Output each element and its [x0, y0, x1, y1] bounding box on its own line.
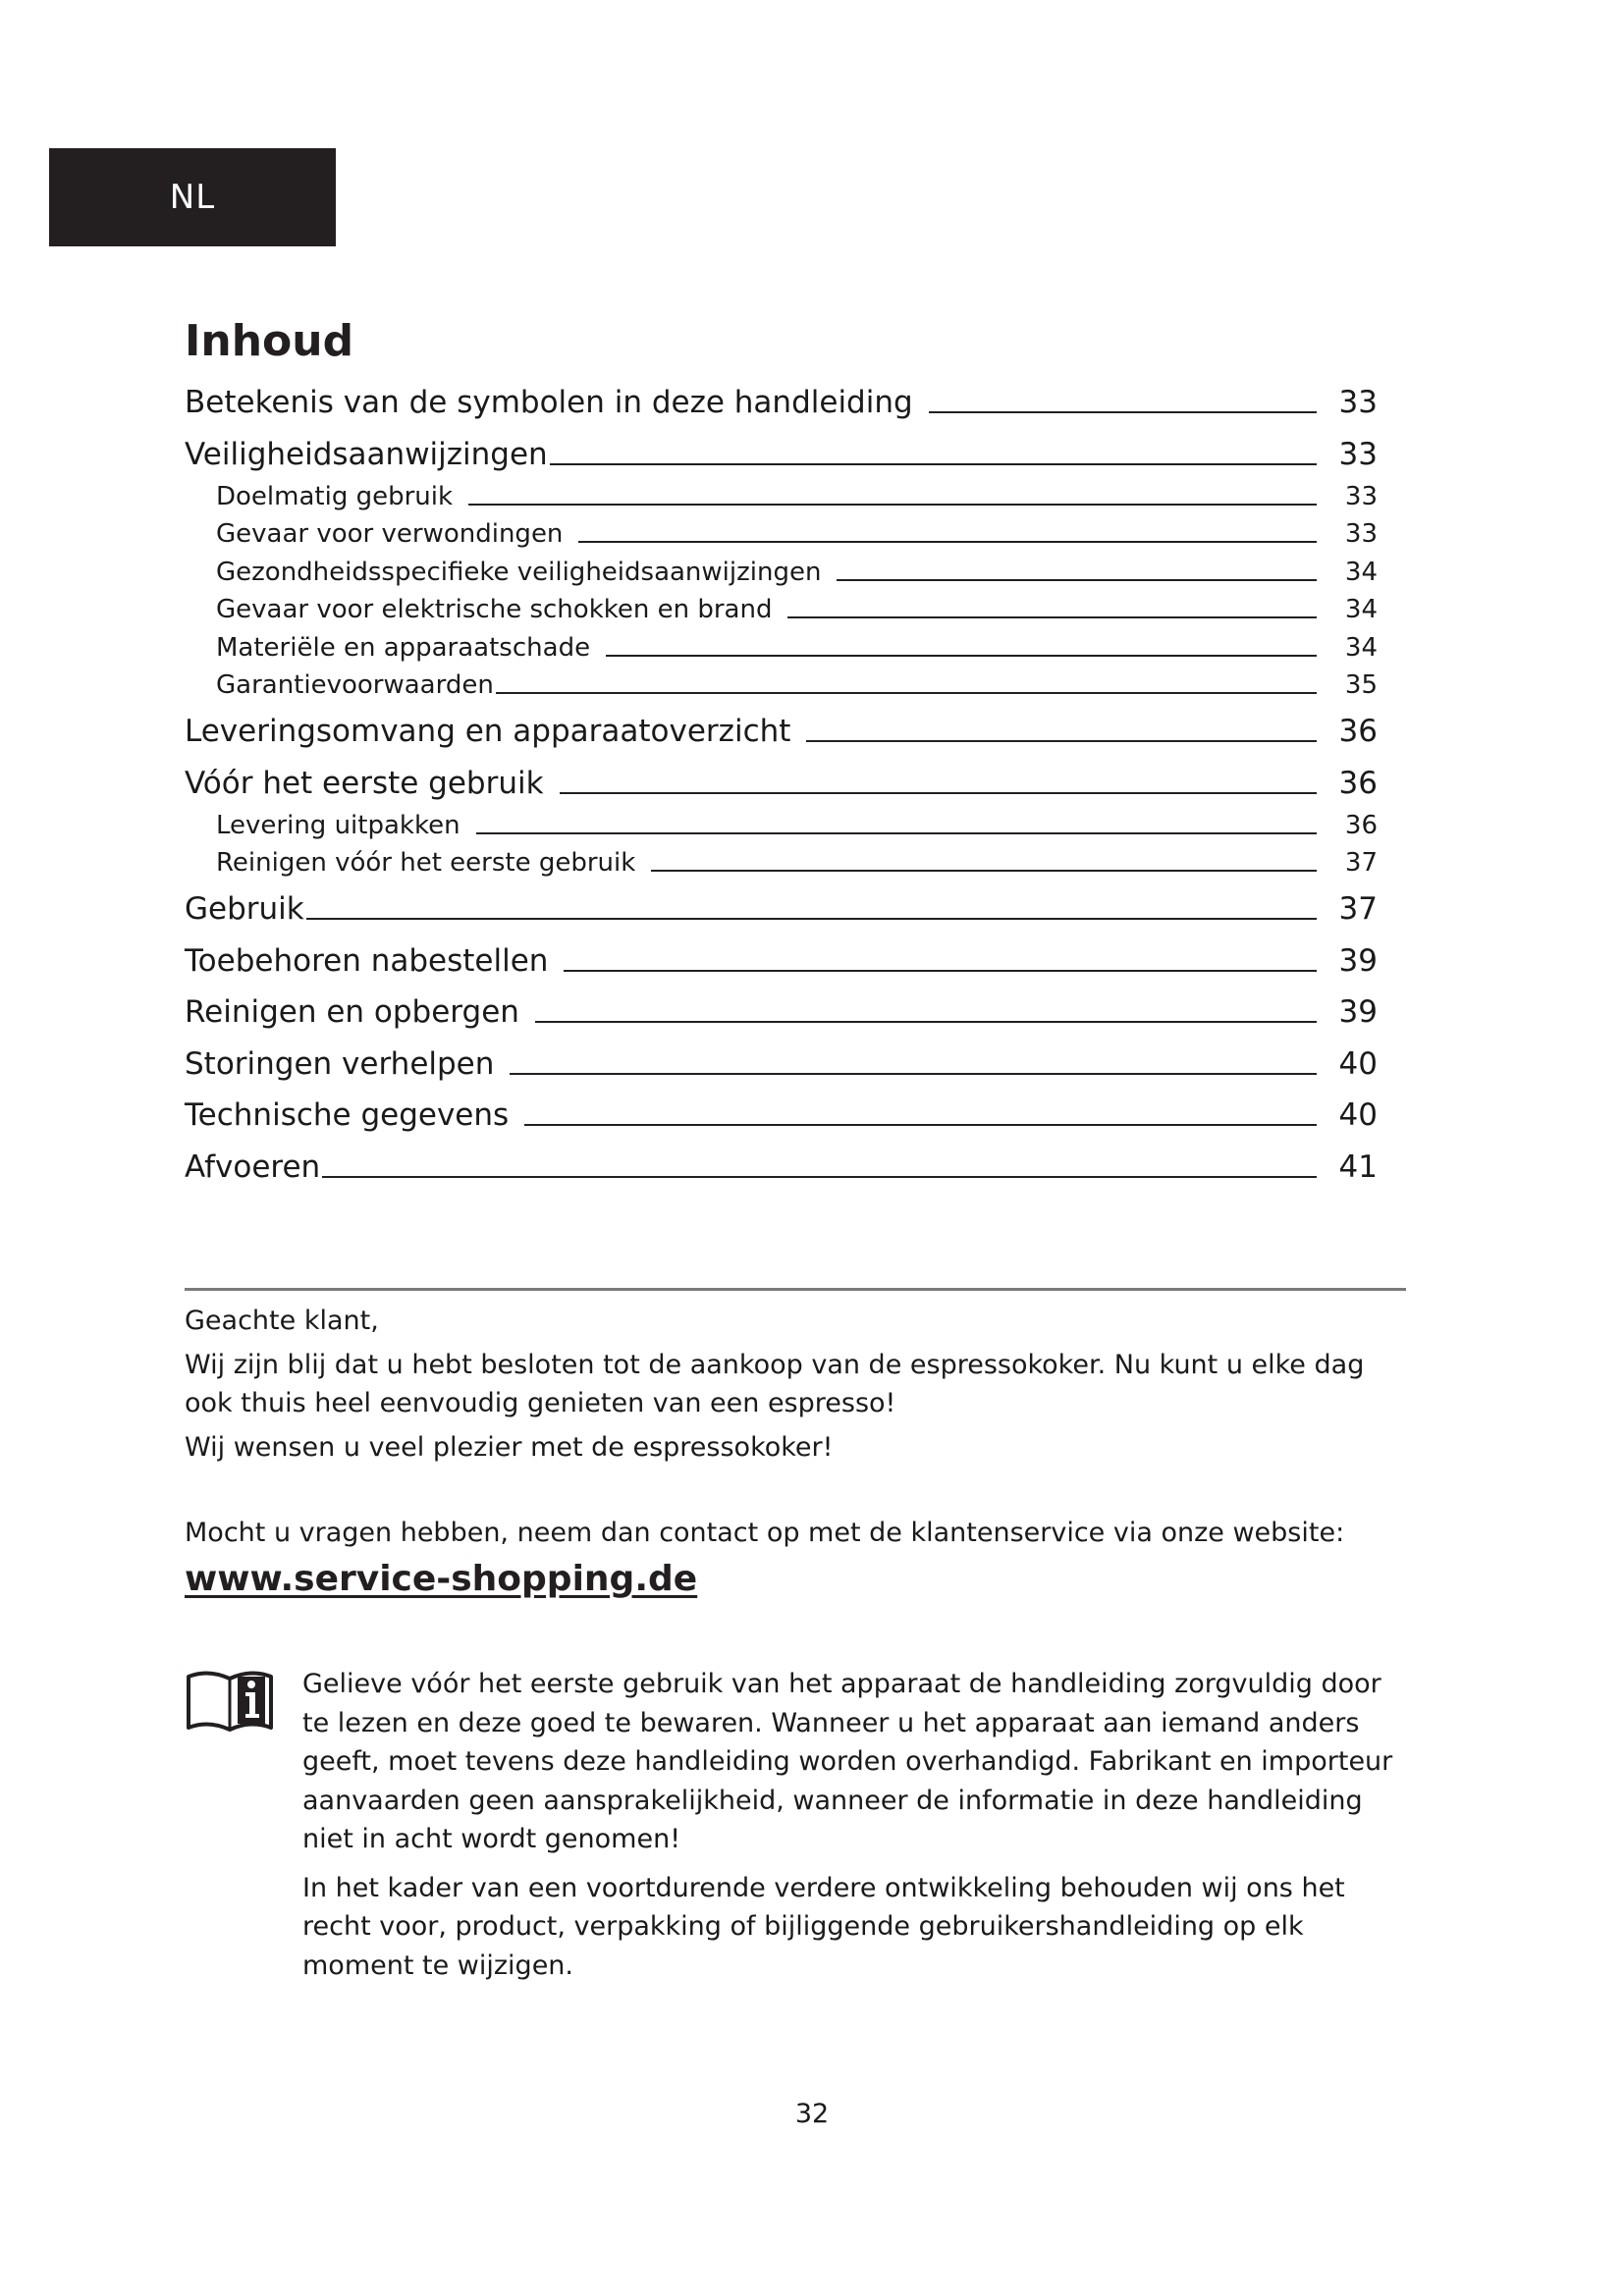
toc-entry-page: 39 [1338, 942, 1378, 979]
toc-entry[interactable] [185, 943, 1378, 995]
toc-entry-label: Reinigen vóór het eerste gebruik [216, 848, 636, 878]
toc-entry[interactable] [185, 714, 1378, 766]
toc-entry-page: 36 [1338, 765, 1378, 801]
toc-subentry[interactable] [185, 558, 1378, 596]
toc-entry[interactable] [185, 891, 1378, 943]
toc-leader [468, 504, 1317, 506]
toc-entry-label: Vóór het eerste gebruik [185, 765, 544, 801]
language-label: NL [169, 178, 216, 217]
toc-subentry[interactable] [185, 482, 1378, 520]
toc-entry-page: 36 [1338, 714, 1378, 749]
intro-paragraph: Wij zijn blij dat u hebt besloten tot de aankoop van de espressokoker. Nu kunt u elke dag ook thuis heel eenvoudig genieten van een espresso! [185, 1350, 1365, 1418]
toc-entry-page: 33 [1338, 436, 1378, 472]
toc-entry-page: 39 [1338, 994, 1378, 1030]
toc-entry-label: Gevaar voor verwondingen [216, 519, 564, 549]
toc-entry-page: 33 [1344, 519, 1378, 549]
toc-entry-page: 37 [1338, 891, 1378, 927]
toc-entry-page: 34 [1344, 632, 1378, 663]
toc-entry-page: 34 [1344, 557, 1378, 587]
table-of-contents [185, 385, 1378, 1201]
page-number: 32 [794, 2099, 830, 2129]
toc-entry-page: 34 [1344, 595, 1378, 624]
toc-entry[interactable] [185, 1097, 1378, 1149]
toc-entry-label: Veiligheidsaanwijzingen [185, 436, 548, 472]
info-book-icon [185, 1667, 275, 1734]
toc-entry-label: Gevaar voor elektrische schokken en brand [216, 595, 773, 624]
toc-entry-label: Garantievoorwaarden [216, 670, 494, 700]
toc-entry-label: Gebruik [185, 891, 304, 927]
toc-leader [322, 1176, 1317, 1178]
toc-leader [496, 692, 1317, 694]
toc-leader [929, 411, 1317, 413]
notice-paragraph: Gelieve vóór het eerste gebruik van het apparaat de handleiding zorgvuldig door te lezen en deze goed te bewaren. Wanneer u het apparaat aan iemand anders geeft, moet tevens deze handleiding worden overhandigd. Fabrikant en importeur aanvaarden geen aansprakelijkheid, wanneer de informatie in deze handleiding niet in acht wordt genomen! [302, 1669, 1393, 1854]
toc-leader [535, 1021, 1317, 1023]
toc-entry-label: Toebehoren nabestellen [185, 942, 549, 979]
toc-entry-page: 35 [1344, 670, 1378, 700]
toc-leader [476, 832, 1317, 834]
greeting: Geachte klant, [185, 1306, 379, 1336]
toc-title: Inhoud [185, 316, 354, 366]
toc-subentry[interactable] [185, 670, 1378, 714]
website-link[interactable]: www.service-shopping.de [185, 1559, 698, 1599]
info-notice [185, 1665, 1402, 1995]
toc-leader [787, 616, 1317, 618]
toc-entry-label: Storingen verhelpen [185, 1045, 495, 1082]
toc-entry[interactable] [185, 1046, 1378, 1098]
intro-section [185, 1302, 1392, 1601]
toc-leader [606, 655, 1317, 657]
toc-leader [651, 870, 1317, 872]
toc-entry[interactable] [185, 766, 1378, 811]
toc-entry-page: 41 [1338, 1148, 1378, 1185]
toc-leader [524, 1124, 1317, 1126]
section-divider [185, 1288, 1406, 1291]
toc-entry-label: Leveringsomvang en apparaatoverzicht [185, 714, 791, 749]
toc-entry-page: 40 [1338, 1045, 1378, 1082]
toc-entry-label: Levering uitpakken [216, 810, 460, 840]
toc-leader [578, 541, 1317, 543]
toc-leader [564, 970, 1317, 972]
toc-entry-page: 33 [1338, 385, 1378, 420]
toc-subentry[interactable] [185, 811, 1378, 849]
toc-entry-page: 33 [1344, 481, 1378, 511]
toc-entry-page: 36 [1344, 810, 1378, 840]
toc-entry[interactable] [185, 1149, 1378, 1201]
toc-entry-label: Technische gegevens [185, 1097, 510, 1133]
intro-paragraph: Wij wensen u veel plezier met de espressokoker! [185, 1432, 834, 1463]
toc-entry[interactable] [185, 994, 1378, 1046]
toc-leader [837, 579, 1317, 581]
toc-entry-label: Reinigen en opbergen [185, 994, 519, 1030]
toc-entry-label: Doelmatig gebruik [216, 481, 454, 511]
toc-leader [550, 463, 1317, 465]
toc-subentry[interactable] [185, 595, 1378, 633]
contact-text: Mocht u vragen hebben, neem dan contact op met de klantenservice via onze website: [185, 1518, 1345, 1548]
language-tab [49, 148, 336, 246]
toc-leader [306, 918, 1317, 920]
toc-entry-label: Afvoeren [185, 1148, 321, 1185]
toc-entry[interactable] [185, 437, 1378, 482]
notice-paragraph: In het kader van een voortdurende verdere ontwikkeling behouden wij ons het recht voor, product, verpakking of bijliggende gebruikershandleiding op elk moment te wijzigen. [302, 1872, 1345, 1981]
toc-entry-label: Betekenis van de symbolen in deze handleiding [185, 385, 913, 420]
toc-entry-page: 40 [1338, 1097, 1378, 1133]
toc-subentry[interactable] [185, 633, 1378, 671]
toc-leader [806, 740, 1317, 742]
toc-entry-page: 37 [1344, 848, 1378, 878]
toc-entry[interactable] [185, 385, 1378, 437]
toc-subentry[interactable] [185, 848, 1378, 891]
toc-entry-label: Materiële en apparaatschade [216, 632, 591, 663]
toc-entry-label: Gezondheidsspecifieke veiligheidsaanwijzingen [216, 557, 822, 587]
toc-subentry[interactable] [185, 519, 1378, 558]
toc-leader [510, 1073, 1317, 1075]
toc-leader [560, 792, 1317, 794]
